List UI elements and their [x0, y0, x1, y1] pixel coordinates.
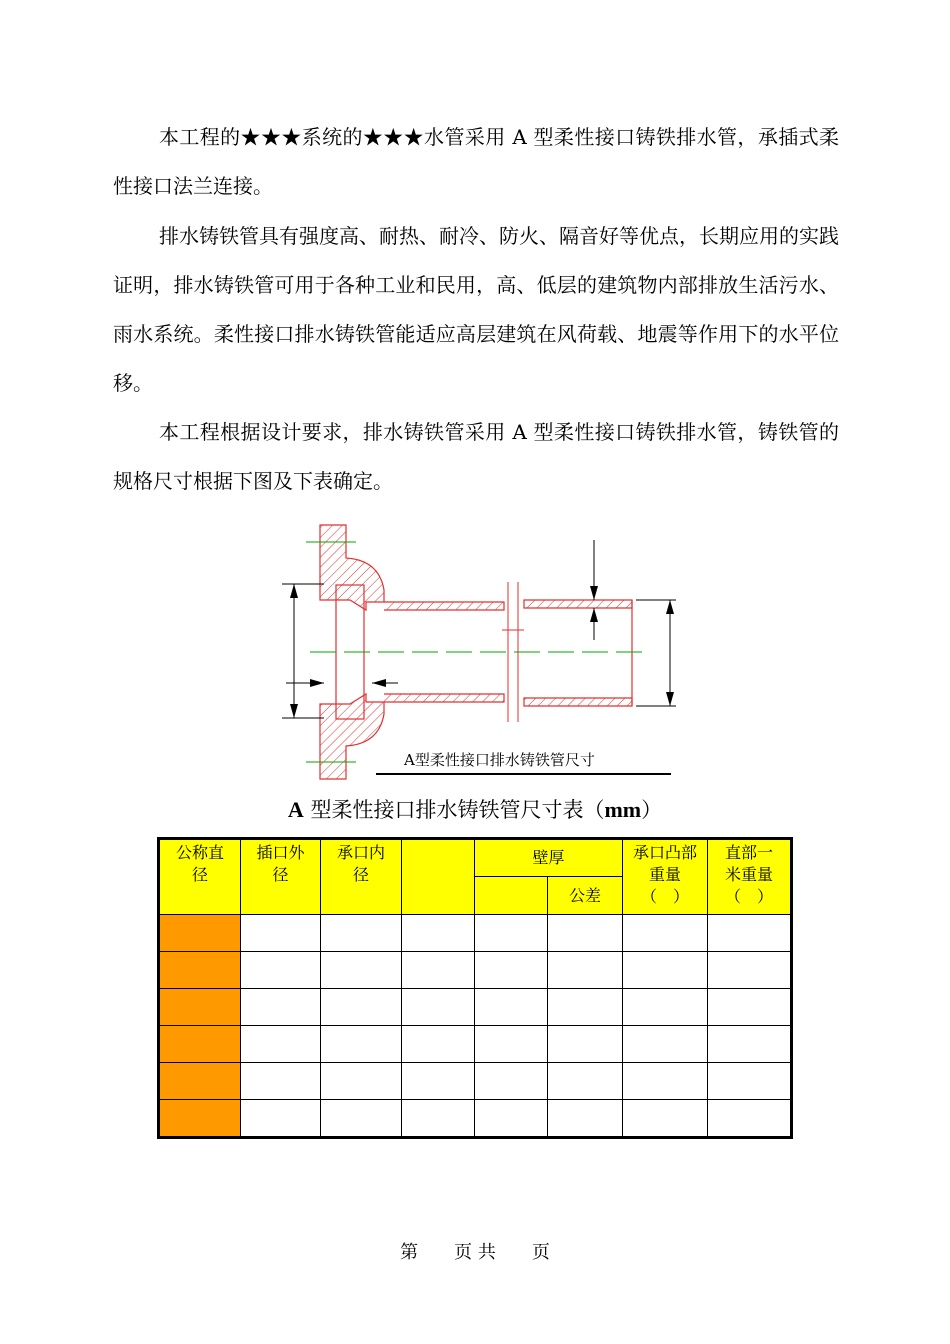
header-socket-weight: 承口凸部重量（ ）: [623, 839, 708, 915]
caption-underline: [376, 773, 671, 775]
table-cell: [241, 1026, 321, 1063]
table-cell: [475, 1063, 548, 1100]
pipe-wall-lower-right: [524, 698, 632, 706]
header-socket-inner-diameter: 承口内径: [321, 839, 402, 915]
pipe-dimension-drawing: [276, 522, 676, 784]
table-cell: [475, 1100, 548, 1138]
header-blank: [402, 839, 475, 915]
page-footer: 第 页 共 页: [400, 1242, 550, 1263]
table-row: [159, 1063, 792, 1100]
table-cell: [548, 1063, 623, 1100]
table-cell: [548, 989, 623, 1026]
table-cell: [402, 989, 475, 1026]
table-cell: [708, 1063, 792, 1100]
table-row: [159, 1026, 792, 1063]
table-cell: [402, 952, 475, 989]
table-cell: [321, 1063, 402, 1100]
table-title-a: A: [287, 797, 304, 822]
table-cell: [708, 915, 792, 952]
table-cell: [321, 1100, 402, 1138]
table-row: [159, 989, 792, 1026]
table-cell: [159, 1063, 241, 1100]
pipe-wall-upper-right: [524, 600, 632, 608]
header-tolerance: 公差: [548, 877, 623, 915]
table-cell: [402, 1026, 475, 1063]
table-cell: [548, 952, 623, 989]
paragraph-1: 本工程的★★★系统的★★★水管采用 A 型柔性接口铸铁排水管，承插式柔性接口法兰连接。: [113, 125, 839, 198]
table-cell: [321, 915, 402, 952]
table-cell: [402, 1063, 475, 1100]
table-cell: [623, 1026, 708, 1063]
table-cell: [475, 915, 548, 952]
pipe-size-table: [157, 837, 793, 1139]
table-cell: [159, 989, 241, 1026]
table-cell: [159, 915, 241, 952]
flange-lower: [320, 694, 384, 779]
pipe-wall-upper-left: [384, 602, 504, 610]
table-cell: [321, 989, 402, 1026]
table-title-text: 型柔性接口排水铸铁管尺寸表（: [303, 798, 605, 822]
table-cell: [159, 952, 241, 989]
table-cell: [548, 1100, 623, 1138]
table-cell: [321, 952, 402, 989]
table-cell: [623, 1063, 708, 1100]
table-title-unit: mm: [604, 797, 642, 822]
figure-caption: A型柔性接口排水铸铁管尺寸: [404, 751, 595, 769]
table-title-close: ）: [641, 798, 663, 822]
table-cell: [623, 989, 708, 1026]
table-cell: [475, 989, 548, 1026]
table-cell: [623, 952, 708, 989]
table-cell: [548, 915, 623, 952]
table-cell: [708, 1100, 792, 1138]
table-cell: [475, 952, 548, 989]
table-row: [159, 1100, 792, 1138]
table-cell: [241, 915, 321, 952]
table-title: [0, 794, 950, 824]
paragraph-3: 本工程根据设计要求，排水铸铁管采用 A 型柔性接口铸铁排水管，铸铁管的规格尺寸根据下图及下表确定。: [113, 420, 839, 493]
table-cell: [708, 989, 792, 1026]
header-wall-thickness: 壁厚: [475, 839, 623, 877]
header-spigot-outer-diameter: 插口外径: [241, 839, 321, 915]
table-row: [159, 915, 792, 952]
table-cell: [708, 1026, 792, 1063]
table-cell: [321, 1026, 402, 1063]
table-cell: [402, 915, 475, 952]
pipe-wall-lower-left: [384, 694, 504, 702]
table-cell: [241, 1100, 321, 1138]
header-meter-weight: 直部一米重量（ ）: [708, 839, 792, 915]
paragraph-2: 排水铸铁管具有强度高、耐热、耐冷、防火、隔音好等优点，长期应用的实践证明，排水铸铁管可用于各种工业和民用，高、低层的建筑物内部排放生活污水、雨水系统。柔性接口排水铸铁管能适应高层建筑在风荷载、地震等作用下的水平位移。: [113, 224, 839, 395]
table-cell: [241, 952, 321, 989]
table-cell: [708, 952, 792, 989]
table-row: [159, 952, 792, 989]
table-cell: [623, 915, 708, 952]
table-cell: [623, 1100, 708, 1138]
header-nominal-diameter: 公称直径: [159, 839, 241, 915]
flange-upper: [320, 525, 384, 610]
table-cell: [548, 1026, 623, 1063]
table-cell: [159, 1100, 241, 1138]
table-cell: [402, 1100, 475, 1138]
table-cell: [475, 1026, 548, 1063]
table-cell: [241, 1063, 321, 1100]
table-cell: [159, 1026, 241, 1063]
header-wall-sub-blank: [475, 877, 548, 915]
table-cell: [241, 989, 321, 1026]
